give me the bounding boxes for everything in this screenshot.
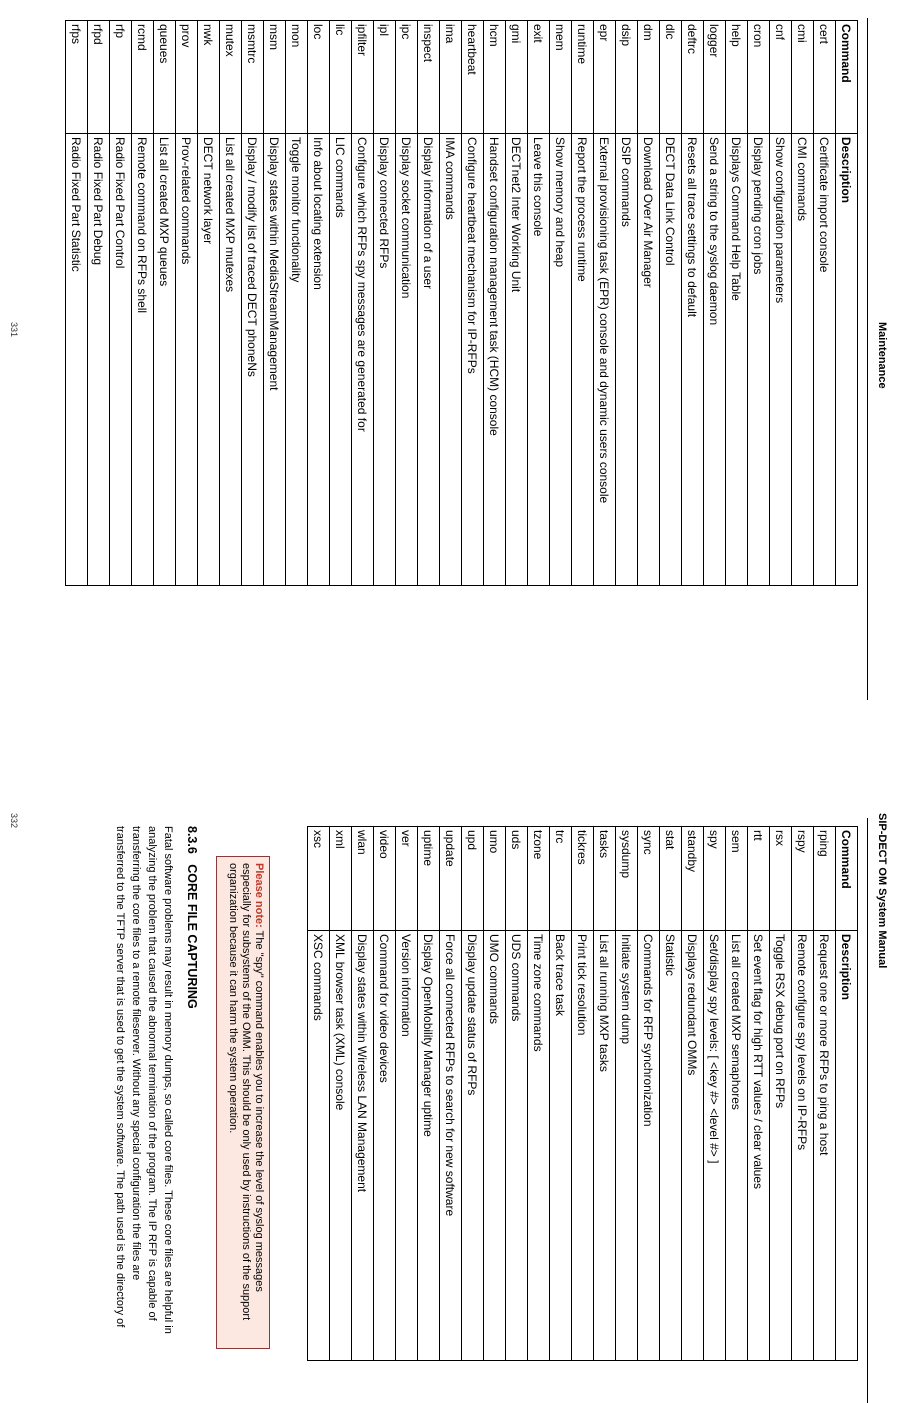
description-cell: Display pending cron jobs [748,134,770,586]
description-cell: Commands for RFP synchronization [638,931,660,1361]
command-cell: sync [638,827,660,931]
description-cell: Time zone commands [528,931,550,1361]
table-row [374,827,396,1361]
table-row [220,21,242,586]
command-cell: mem [550,21,572,134]
table-row [704,827,726,1361]
command-column-header: Command [836,827,858,931]
table-row [660,21,682,586]
table-row [396,827,418,1361]
description-cell: Leave this console [528,134,550,586]
table-row [528,21,550,586]
table-header-row [836,21,858,586]
body-line: transferred to the TFTP server that is used to get the system software. The path used is the directory of [114,826,126,1328]
table-row [572,827,594,1361]
table-row [660,827,682,1361]
table-row [726,21,748,586]
table-row [418,21,440,586]
header-rule [867,18,868,700]
description-cell: UDS commands [506,931,528,1361]
description-cell: UMO commands [484,931,506,1361]
description-cell: Show memory and heap [550,134,572,586]
command-cell: xsc [308,827,330,931]
table-row [682,827,704,1361]
description-cell: Back trace task [550,931,572,1361]
table-row [638,21,660,586]
command-cell: ver [396,827,418,931]
table-row [748,21,770,586]
description-cell: List all created MXP semaphores [726,931,748,1361]
command-cell: dm [638,21,660,134]
command-cell: cmi [792,21,814,134]
running-head: Maintenance [876,322,888,389]
table-row [462,827,484,1361]
description-cell: Displays redundant OMMs [682,931,704,1361]
description-cell: Toggle RSX debug port on RFPs [770,931,792,1361]
section-heading [185,826,199,1009]
description-column-header: Description [836,931,858,1361]
description-cell: Set event flag for high RTT values / clear values [748,931,770,1361]
description-cell: List all running MXP tasks [594,931,616,1361]
description-cell: DECT network layer [198,134,220,586]
command-cell: cnf [770,21,792,134]
command-cell: inspect [418,21,440,134]
table-row [440,21,462,586]
description-column-header: Description [836,134,858,586]
command-cell: upd [462,827,484,931]
description-cell: Request one or more RFPs to ping a host [814,931,836,1361]
description-cell: XSC commands [308,931,330,1361]
table-row [616,21,638,586]
command-cell: rfps [66,21,88,134]
command-cell: rsx [770,827,792,931]
table-row [704,21,726,586]
command-cell: rfp [110,21,132,134]
table-row [132,21,154,586]
command-cell: dlc [660,21,682,134]
description-cell: Remote command on RFPs shell [132,134,154,586]
table-row [198,21,220,586]
command-cell: wlan [352,827,374,931]
command-cell: lic [330,21,352,134]
command-cell: deftrc [682,21,704,134]
command-cell: loc [308,21,330,134]
table-header-row [836,827,858,1361]
table-row [594,827,616,1361]
header-rule [867,818,868,1403]
table-row [770,827,792,1361]
table-row [550,21,572,586]
section-title: CORE FILE CAPTURING [185,864,199,1009]
command-cell: trc [550,827,572,931]
description-cell: Radio Fixed Part Debug [88,134,110,586]
command-cell: msmtrc [242,21,264,134]
table-row [792,827,814,1361]
table-row [726,827,748,1361]
table-row [308,827,330,1361]
description-cell: Show configuration parameters [770,134,792,586]
command-cell: rcmd [132,21,154,134]
command-cell: spy [704,827,726,931]
description-cell: Version information [396,931,418,1361]
description-cell: Display connected RFPs [374,134,396,586]
table-row [484,827,506,1361]
table-row [352,21,374,586]
table-row [396,21,418,586]
description-cell: Print tick resolution [572,931,594,1361]
command-cell: xml [330,827,352,931]
body-line: transferring the core files to a remote fileserver. Without any special configuration the files are [130,826,142,1281]
command-cell: queues [154,21,176,134]
command-cell: standby [682,827,704,931]
table-row [176,21,198,586]
description-cell: Display states within Wireless LAN Management [352,931,374,1361]
command-cell: mutex [220,21,242,134]
command-cell: uptime [418,827,440,931]
command-cell: uds [506,827,528,931]
description-cell: Handset configuration management task (HCM) console [484,134,506,586]
command-cell: nwk [198,21,220,134]
command-cell: ipl [374,21,396,134]
description-cell: Report the process runtime [572,134,594,586]
description-cell: Command for video devices [374,931,396,1361]
body-line: analyzing the problem that caused the abnormal termination of the program. The IP RFP is capable of [146,826,158,1321]
table-row [528,827,550,1361]
command-cell: sem [726,827,748,931]
table-row [748,827,770,1361]
command-cell: rtt [748,827,770,931]
page-number: 331 [9,322,19,338]
command-cell: epr [594,21,616,134]
table-row [308,21,330,586]
description-cell: Prov-related commands [176,134,198,586]
description-cell: Send a string to the syslog daemon [704,134,726,586]
description-cell: Configure which RFPs spy messages are generated for [352,134,374,586]
command-cell: tasks [594,827,616,931]
table-row [66,21,88,586]
table-row [418,827,440,1361]
table-row [572,21,594,586]
table-row [594,21,616,586]
description-cell: Display OpenMobility Manager uptime [418,931,440,1361]
description-cell: Statistic [660,931,682,1361]
description-cell: LIC commands [330,134,352,586]
section-number: 8.3.6 [185,826,199,854]
table-row [440,827,462,1361]
description-cell: Display states within MediaStreamManagement [264,134,286,586]
description-cell: XML browser task (XML) console [330,931,352,1361]
description-cell: Download Over Air Manager [638,134,660,586]
table-row [638,827,660,1361]
table-row [814,21,836,586]
table-row [792,21,814,586]
description-cell: CMI commands [792,134,814,586]
table-row [462,21,484,586]
table-row [154,21,176,586]
please-note-box [216,856,270,1349]
command-cell: heartbeat [462,21,484,134]
command-cell: cron [748,21,770,134]
description-cell: Radio Fixed Part Control [110,134,132,586]
command-cell: help [726,21,748,134]
command-cell: dsip [616,21,638,134]
command-cell: rfpd [88,21,110,134]
table-row [814,827,836,1361]
description-cell: DSIP commands [616,134,638,586]
command-cell: ima [440,21,462,134]
description-cell: Display socket communication [396,134,418,586]
table-row [550,827,572,1361]
table-row [88,21,110,586]
table-row [330,827,352,1361]
description-cell: Display update status of RFPs [462,931,484,1361]
command-cell: mon [286,21,308,134]
command-cell: tzone [528,827,550,931]
table-row [506,827,528,1361]
command-cell: cert [814,21,836,134]
description-cell: Initiate system dump [616,931,638,1361]
command-cell: gmi [506,21,528,134]
command-cell: rspy [792,827,814,931]
table-row [242,21,264,586]
description-cell: Displays Command Help Table [726,134,748,586]
description-cell: IMA commands [440,134,462,586]
right-page [0,702,901,1403]
section-body [112,826,176,1334]
table-row [374,21,396,586]
command-cell: msm [264,21,286,134]
page-number: 332 [9,813,19,829]
table-row [330,21,352,586]
table-row [484,21,506,586]
table-row [682,21,704,586]
table-row [286,21,308,586]
description-cell: List all created MXP queues [154,134,176,586]
table-row [110,21,132,586]
command-table-left [65,20,858,586]
description-cell: Radio Fixed Part Statistic [66,134,88,586]
description-cell: Display / modify list of traced DECT phoneNs [242,134,264,586]
command-cell: tickres [572,827,594,931]
description-cell: Force all connected RFPs to search for new software [440,931,462,1361]
description-cell: Configure heartbeat mechanism for IP-RFPs [462,134,484,586]
note-text: The "spy" command enables you to increase the level of syslog messages especially for subsystems of the OMM. This should be only used by instructions of the support organization because it can harm the system operation. [227,863,265,1321]
description-cell: Resets all trace settings to default [682,134,704,586]
description-cell: Toggle monitor functionality [286,134,308,586]
command-cell: exit [528,21,550,134]
description-cell: Display information of a user [418,134,440,586]
description-cell: List all created MXP mutexes [220,134,242,586]
body-line: Fatal software problems may result in memory dumps, so called core files. These core files are helpful in [162,826,174,1334]
table-row [506,21,528,586]
command-cell: rping [814,827,836,931]
left-page [0,0,901,700]
command-cell: runtime [572,21,594,134]
command-column-header: Command [836,21,858,134]
table-row [264,21,286,586]
command-cell: stat [660,827,682,931]
description-cell: Info about locating extension [308,134,330,586]
command-cell: video [374,827,396,931]
command-cell: umo [484,827,506,931]
table-row [352,827,374,1361]
command-cell: sysdump [616,827,638,931]
command-cell: ipc [396,21,418,134]
command-cell: logger [704,21,726,134]
description-cell: Certificate import console [814,134,836,586]
note-label: Please note: [253,863,265,928]
command-table-right [307,826,858,1361]
table-row [616,827,638,1361]
description-cell: External provisioning task (EPR) console and dynamic users console [594,134,616,586]
table-row [770,21,792,586]
command-cell: update [440,827,462,931]
command-cell: prov [176,21,198,134]
running-head: SIP-DECT OM System Manual [876,813,888,969]
description-cell: Remote configure spy levels on IP-RFPs [792,931,814,1361]
command-cell: ipfilter [352,21,374,134]
description-cell: DECT Data Link Control [660,134,682,586]
description-cell: DECTnet2 Inter Working Unit [506,134,528,586]
command-cell: hcm [484,21,506,134]
description-cell: Set/display spy levels: [ <key #> <level #> ] [704,931,726,1361]
